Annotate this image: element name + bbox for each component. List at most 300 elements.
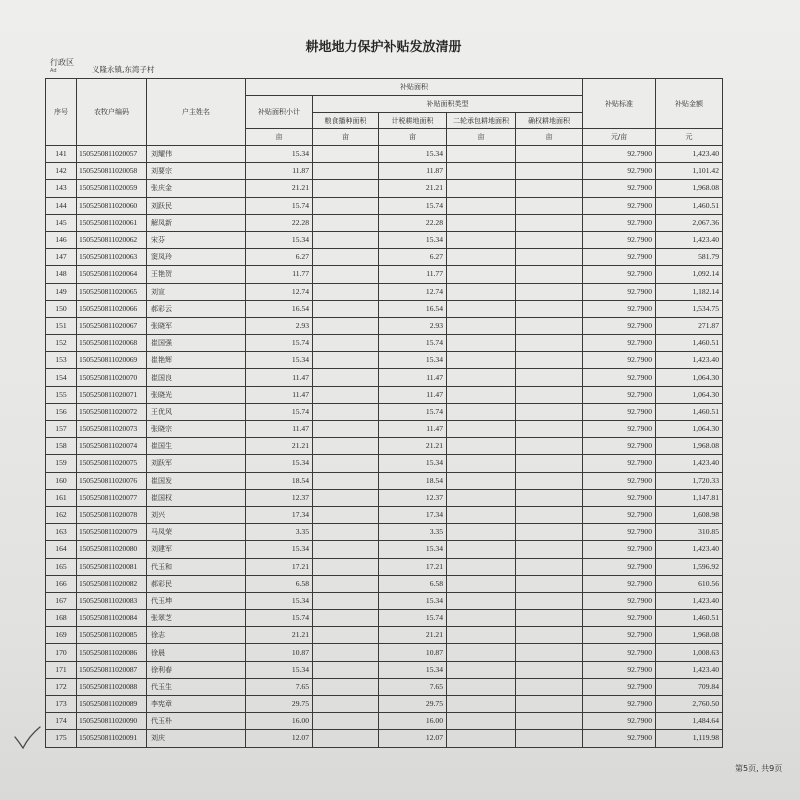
- cell-confirmed-area: [516, 455, 583, 472]
- cell-confirmed-area: [516, 730, 583, 747]
- cell-area-subtotal: 15.34: [246, 661, 313, 678]
- header-name: 户主姓名: [147, 79, 246, 146]
- cell-amount: 1,968.08: [656, 180, 723, 197]
- cell-code: 1505250811020063: [77, 249, 147, 266]
- table-row: [46, 403, 723, 420]
- table-row: [46, 678, 723, 695]
- cell-confirmed-area: [516, 678, 583, 695]
- cell-tax-area: 12.07: [379, 730, 447, 747]
- table-row: [46, 214, 723, 231]
- cell-name: 崔艳辉: [147, 352, 246, 369]
- cell-second-contract-area: [447, 369, 516, 386]
- cell-amount: 1,423.40: [656, 541, 723, 558]
- cell-name: 崔国生: [147, 438, 246, 455]
- cell-grain-area: [313, 335, 379, 352]
- cell-confirmed-area: [516, 644, 583, 661]
- cell-confirmed-area: [516, 163, 583, 180]
- cell-name: 王优风: [147, 403, 246, 420]
- cell-tax-area: 6.27: [379, 249, 447, 266]
- cell-grain-area: [313, 678, 379, 695]
- cell-standard: 92.7900: [583, 214, 656, 231]
- unit-second-contract-area: 亩: [447, 129, 516, 146]
- cell-code: 1505250811020072: [77, 403, 147, 420]
- cell-standard: 92.7900: [583, 438, 656, 455]
- cell-name: 代玉生: [147, 678, 246, 695]
- cell-code: 1505250811020080: [77, 541, 147, 558]
- cell-confirmed-area: [516, 541, 583, 558]
- cell-grain-area: [313, 163, 379, 180]
- cell-grain-area: [313, 214, 379, 231]
- cell-code: 1505250811020066: [77, 300, 147, 317]
- cell-name: 刘要宗: [147, 163, 246, 180]
- cell-area-subtotal: 15.74: [246, 197, 313, 214]
- cell-tax-area: 11.77: [379, 266, 447, 283]
- cell-grain-area: [313, 421, 379, 438]
- cell-seq: 164: [46, 541, 77, 558]
- cell-tax-area: 15.74: [379, 335, 447, 352]
- table-row: [46, 300, 723, 317]
- region-sublabel: Ad: [50, 68, 57, 74]
- cell-confirmed-area: [516, 403, 583, 420]
- cell-confirmed-area: [516, 489, 583, 506]
- cell-code: 1505250811020057: [77, 146, 147, 163]
- cell-confirmed-area: [516, 300, 583, 317]
- cell-second-contract-area: [447, 541, 516, 558]
- header-area-type-group: 补贴面积类型: [313, 96, 583, 113]
- cell-standard: 92.7900: [583, 335, 656, 352]
- table-row: [46, 455, 723, 472]
- cell-standard: 92.7900: [583, 231, 656, 248]
- cell-confirmed-area: [516, 369, 583, 386]
- cell-amount: 310.85: [656, 524, 723, 541]
- cell-code: 1505250811020073: [77, 421, 147, 438]
- cell-standard: 92.7900: [583, 403, 656, 420]
- cell-grain-area: [313, 541, 379, 558]
- cell-grain-area: [313, 266, 379, 283]
- unit-standard: 元/亩: [583, 129, 656, 146]
- cell-amount: 709.84: [656, 678, 723, 695]
- cell-confirmed-area: [516, 283, 583, 300]
- cell-seq: 166: [46, 575, 77, 592]
- table-row: [46, 558, 723, 575]
- cell-grain-area: [313, 283, 379, 300]
- cell-second-contract-area: [447, 163, 516, 180]
- cell-second-contract-area: [447, 696, 516, 713]
- cell-area-subtotal: 15.34: [246, 592, 313, 609]
- cell-standard: 92.7900: [583, 317, 656, 334]
- cell-seq: 151: [46, 317, 77, 334]
- cell-area-subtotal: 6.58: [246, 575, 313, 592]
- unit-grain-area: 亩: [313, 129, 379, 146]
- cell-grain-area: [313, 592, 379, 609]
- cell-amount: 1,968.08: [656, 438, 723, 455]
- table-row: [46, 575, 723, 592]
- cell-grain-area: [313, 661, 379, 678]
- cell-confirmed-area: [516, 197, 583, 214]
- cell-area-subtotal: 15.74: [246, 403, 313, 420]
- cell-second-contract-area: [447, 421, 516, 438]
- table-row: [46, 283, 723, 300]
- cell-second-contract-area: [447, 713, 516, 730]
- cell-grain-area: [313, 231, 379, 248]
- cell-grain-area: [313, 403, 379, 420]
- table-row: [46, 696, 723, 713]
- cell-name: 王艳贺: [147, 266, 246, 283]
- cell-grain-area: [313, 352, 379, 369]
- cell-name: 刘宣: [147, 283, 246, 300]
- cell-standard: 92.7900: [583, 300, 656, 317]
- cell-tax-area: 10.87: [379, 644, 447, 661]
- cell-confirmed-area: [516, 386, 583, 403]
- cell-second-contract-area: [447, 180, 516, 197]
- cell-grain-area: [313, 489, 379, 506]
- cell-second-contract-area: [447, 386, 516, 403]
- cell-second-contract-area: [447, 335, 516, 352]
- header-amount: 补贴金额: [656, 79, 723, 129]
- cell-amount: 581.79: [656, 249, 723, 266]
- table-header: [46, 79, 723, 146]
- cell-seq: 143: [46, 180, 77, 197]
- cell-second-contract-area: [447, 592, 516, 609]
- cell-seq: 160: [46, 472, 77, 489]
- cell-standard: 92.7900: [583, 592, 656, 609]
- table-row: [46, 163, 723, 180]
- cell-seq: 149: [46, 283, 77, 300]
- cell-tax-area: 15.74: [379, 610, 447, 627]
- cell-area-subtotal: 15.34: [246, 455, 313, 472]
- cell-name: 崔国发: [147, 472, 246, 489]
- cell-tax-area: 11.47: [379, 386, 447, 403]
- cell-standard: 92.7900: [583, 146, 656, 163]
- cell-amount: 1,608.98: [656, 506, 723, 523]
- cell-amount: 2,067.36: [656, 214, 723, 231]
- cell-grain-area: [313, 506, 379, 523]
- cell-standard: 92.7900: [583, 730, 656, 747]
- cell-amount: 1,484.64: [656, 713, 723, 730]
- cell-area-subtotal: 15.34: [246, 146, 313, 163]
- cell-amount: 1,423.40: [656, 352, 723, 369]
- cell-standard: 92.7900: [583, 472, 656, 489]
- cell-seq: 165: [46, 558, 77, 575]
- cell-area-subtotal: 17.34: [246, 506, 313, 523]
- cell-standard: 92.7900: [583, 266, 656, 283]
- cell-name: 刘跃民: [147, 197, 246, 214]
- cell-tax-area: 17.21: [379, 558, 447, 575]
- cell-tax-area: 16.54: [379, 300, 447, 317]
- cell-standard: 92.7900: [583, 541, 656, 558]
- table-row: [46, 713, 723, 730]
- cell-tax-area: 15.34: [379, 231, 447, 248]
- table-row: [46, 489, 723, 506]
- header-seq: 序号: [46, 79, 77, 146]
- header-row-1: [46, 79, 723, 96]
- cell-tax-area: 6.58: [379, 575, 447, 592]
- cell-standard: 92.7900: [583, 369, 656, 386]
- cell-second-contract-area: [447, 610, 516, 627]
- handwritten-check-mark-icon: [12, 724, 42, 752]
- cell-confirmed-area: [516, 592, 583, 609]
- cell-confirmed-area: [516, 421, 583, 438]
- table-row: [46, 438, 723, 455]
- cell-second-contract-area: [447, 403, 516, 420]
- cell-code: 1505250811020076: [77, 472, 147, 489]
- cell-amount: 2,760.50: [656, 696, 723, 713]
- cell-second-contract-area: [447, 352, 516, 369]
- cell-name: 郝彩云: [147, 300, 246, 317]
- cell-amount: 1,423.40: [656, 592, 723, 609]
- cell-code: 1505250811020090: [77, 713, 147, 730]
- cell-area-subtotal: 7.65: [246, 678, 313, 695]
- header-tax-area: 计税耕地面积: [379, 113, 447, 129]
- cell-seq: 147: [46, 249, 77, 266]
- cell-standard: 92.7900: [583, 163, 656, 180]
- cell-name: 张翠芝: [147, 610, 246, 627]
- cell-grain-area: [313, 610, 379, 627]
- cell-tax-area: 22.28: [379, 214, 447, 231]
- cell-seq: 144: [46, 197, 77, 214]
- cell-grain-area: [313, 300, 379, 317]
- cell-seq: 168: [46, 610, 77, 627]
- cell-area-subtotal: 10.87: [246, 644, 313, 661]
- cell-standard: 92.7900: [583, 506, 656, 523]
- cell-confirmed-area: [516, 214, 583, 231]
- table-row: [46, 266, 723, 283]
- cell-area-subtotal: 22.28: [246, 214, 313, 231]
- cell-code: 1505250811020075: [77, 455, 147, 472]
- header-standard: 补贴标准: [583, 79, 656, 129]
- cell-name: 窦凤玲: [147, 249, 246, 266]
- page-footer: 第5页, 共9页: [735, 764, 783, 773]
- cell-tax-area: 18.54: [379, 472, 447, 489]
- cell-amount: 1,423.40: [656, 231, 723, 248]
- cell-confirmed-area: [516, 180, 583, 197]
- cell-second-contract-area: [447, 197, 516, 214]
- cell-grain-area: [313, 369, 379, 386]
- cell-seq: 154: [46, 369, 77, 386]
- cell-confirmed-area: [516, 266, 583, 283]
- cell-amount: 1,101.42: [656, 163, 723, 180]
- cell-confirmed-area: [516, 661, 583, 678]
- cell-tax-area: 15.34: [379, 661, 447, 678]
- cell-name: 郝彩民: [147, 575, 246, 592]
- cell-amount: 1,534.75: [656, 300, 723, 317]
- cell-tax-area: 11.47: [379, 421, 447, 438]
- cell-grain-area: [313, 317, 379, 334]
- cell-second-contract-area: [447, 678, 516, 695]
- cell-second-contract-area: [447, 455, 516, 472]
- cell-name: 刘庆: [147, 730, 246, 747]
- cell-confirmed-area: [516, 610, 583, 627]
- cell-name: 解凤新: [147, 214, 246, 231]
- cell-confirmed-area: [516, 231, 583, 248]
- cell-area-subtotal: 12.37: [246, 489, 313, 506]
- header-area-subtotal: 补贴面积小计: [246, 96, 313, 129]
- table-row: [46, 644, 723, 661]
- cell-area-subtotal: 21.21: [246, 438, 313, 455]
- header-grain-area: 粮食播种面积: [313, 113, 379, 129]
- cell-name: 张晓军: [147, 317, 246, 334]
- cell-seq: 170: [46, 644, 77, 661]
- cell-name: 代玉和: [147, 558, 246, 575]
- cell-standard: 92.7900: [583, 249, 656, 266]
- table-row: [46, 146, 723, 163]
- cell-second-contract-area: [447, 661, 516, 678]
- cell-standard: 92.7900: [583, 352, 656, 369]
- cell-code: 1505250811020089: [77, 696, 147, 713]
- cell-confirmed-area: [516, 558, 583, 575]
- cell-second-contract-area: [447, 283, 516, 300]
- cell-confirmed-area: [516, 472, 583, 489]
- header-code: 农牧户编码: [77, 79, 147, 146]
- table-row: [46, 317, 723, 334]
- region-value: 义隆永镇,东湾子村: [92, 65, 155, 74]
- cell-name: 崔国强: [147, 335, 246, 352]
- cell-standard: 92.7900: [583, 283, 656, 300]
- cell-tax-area: 21.21: [379, 438, 447, 455]
- cell-area-subtotal: 6.27: [246, 249, 313, 266]
- cell-code: 1505250811020069: [77, 352, 147, 369]
- cell-name: 张晓光: [147, 386, 246, 403]
- cell-amount: 1,423.40: [656, 661, 723, 678]
- cell-code: 1505250811020059: [77, 180, 147, 197]
- cell-tax-area: 17.34: [379, 506, 447, 523]
- cell-name: 张庆金: [147, 180, 246, 197]
- cell-seq: 148: [46, 266, 77, 283]
- cell-seq: 167: [46, 592, 77, 609]
- cell-code: 1505250811020079: [77, 524, 147, 541]
- cell-confirmed-area: [516, 524, 583, 541]
- table-row: [46, 180, 723, 197]
- cell-grain-area: [313, 558, 379, 575]
- cell-area-subtotal: 11.87: [246, 163, 313, 180]
- cell-standard: 92.7900: [583, 678, 656, 695]
- cell-seq: 156: [46, 403, 77, 420]
- cell-amount: 1,968.08: [656, 627, 723, 644]
- cell-tax-area: 15.74: [379, 403, 447, 420]
- cell-tax-area: 12.37: [379, 489, 447, 506]
- table-row: [46, 369, 723, 386]
- cell-seq: 162: [46, 506, 77, 523]
- cell-area-subtotal: 11.77: [246, 266, 313, 283]
- cell-seq: 145: [46, 214, 77, 231]
- cell-code: 1505250811020077: [77, 489, 147, 506]
- subsidy-table-container: [45, 78, 722, 748]
- table-row: [46, 730, 723, 747]
- cell-confirmed-area: [516, 352, 583, 369]
- cell-seq: 171: [46, 661, 77, 678]
- cell-seq: 169: [46, 627, 77, 644]
- cell-area-subtotal: 3.35: [246, 524, 313, 541]
- cell-name: 李宪章: [147, 696, 246, 713]
- cell-amount: 1,460.51: [656, 335, 723, 352]
- cell-code: 1505250811020058: [77, 163, 147, 180]
- cell-code: 1505250811020067: [77, 317, 147, 334]
- cell-seq: 153: [46, 352, 77, 369]
- cell-grain-area: [313, 696, 379, 713]
- table-row: [46, 352, 723, 369]
- cell-grain-area: [313, 455, 379, 472]
- cell-tax-area: 3.35: [379, 524, 447, 541]
- cell-tax-area: 21.21: [379, 627, 447, 644]
- cell-standard: 92.7900: [583, 386, 656, 403]
- cell-area-subtotal: 21.21: [246, 627, 313, 644]
- cell-code: 1505250811020061: [77, 214, 147, 231]
- cell-area-subtotal: 17.21: [246, 558, 313, 575]
- cell-standard: 92.7900: [583, 455, 656, 472]
- table-row: [46, 524, 723, 541]
- cell-tax-area: 15.34: [379, 592, 447, 609]
- cell-area-subtotal: 15.34: [246, 352, 313, 369]
- cell-area-subtotal: 16.54: [246, 300, 313, 317]
- table-row: [46, 197, 723, 214]
- cell-standard: 92.7900: [583, 644, 656, 661]
- cell-second-contract-area: [447, 730, 516, 747]
- cell-tax-area: 11.47: [379, 369, 447, 386]
- cell-area-subtotal: 15.34: [246, 231, 313, 248]
- cell-grain-area: [313, 438, 379, 455]
- table-row: [46, 541, 723, 558]
- cell-code: 1505250811020081: [77, 558, 147, 575]
- cell-code: 1505250811020064: [77, 266, 147, 283]
- table-row: [46, 610, 723, 627]
- cell-seq: 152: [46, 335, 77, 352]
- cell-name: 宋芬: [147, 231, 246, 248]
- cell-code: 1505250811020091: [77, 730, 147, 747]
- cell-amount: 1,092.14: [656, 266, 723, 283]
- cell-second-contract-area: [447, 558, 516, 575]
- cell-grain-area: [313, 713, 379, 730]
- cell-tax-area: 21.21: [379, 180, 447, 197]
- cell-seq: 163: [46, 524, 77, 541]
- cell-standard: 92.7900: [583, 696, 656, 713]
- cell-name: 徐志: [147, 627, 246, 644]
- unit-confirmed-area: 亩: [516, 129, 583, 146]
- cell-grain-area: [313, 386, 379, 403]
- cell-code: 1505250811020087: [77, 661, 147, 678]
- table-body: [46, 146, 723, 748]
- cell-amount: 1,720.33: [656, 472, 723, 489]
- cell-amount: 1,423.40: [656, 146, 723, 163]
- cell-second-contract-area: [447, 214, 516, 231]
- cell-area-subtotal: 21.21: [246, 180, 313, 197]
- cell-seq: 142: [46, 163, 77, 180]
- cell-amount: 1,423.40: [656, 455, 723, 472]
- cell-tax-area: 12.74: [379, 283, 447, 300]
- cell-grain-area: [313, 146, 379, 163]
- cell-second-contract-area: [447, 300, 516, 317]
- cell-code: 1505250811020071: [77, 386, 147, 403]
- cell-code: 1505250811020070: [77, 369, 147, 386]
- cell-tax-area: 15.34: [379, 455, 447, 472]
- cell-name: 刘建军: [147, 541, 246, 558]
- cell-standard: 92.7900: [583, 180, 656, 197]
- cell-amount: 1,460.51: [656, 197, 723, 214]
- cell-standard: 92.7900: [583, 558, 656, 575]
- cell-grain-area: [313, 644, 379, 661]
- cell-area-subtotal: 11.47: [246, 421, 313, 438]
- table-row: [46, 231, 723, 248]
- table-row: [46, 661, 723, 678]
- cell-code: 1505250811020060: [77, 197, 147, 214]
- cell-confirmed-area: [516, 575, 583, 592]
- cell-amount: 271.87: [656, 317, 723, 334]
- cell-code: 1505250811020088: [77, 678, 147, 695]
- table-row: [46, 386, 723, 403]
- cell-area-subtotal: 2.93: [246, 317, 313, 334]
- subsidy-table: [45, 78, 723, 748]
- cell-second-contract-area: [447, 575, 516, 592]
- cell-grain-area: [313, 249, 379, 266]
